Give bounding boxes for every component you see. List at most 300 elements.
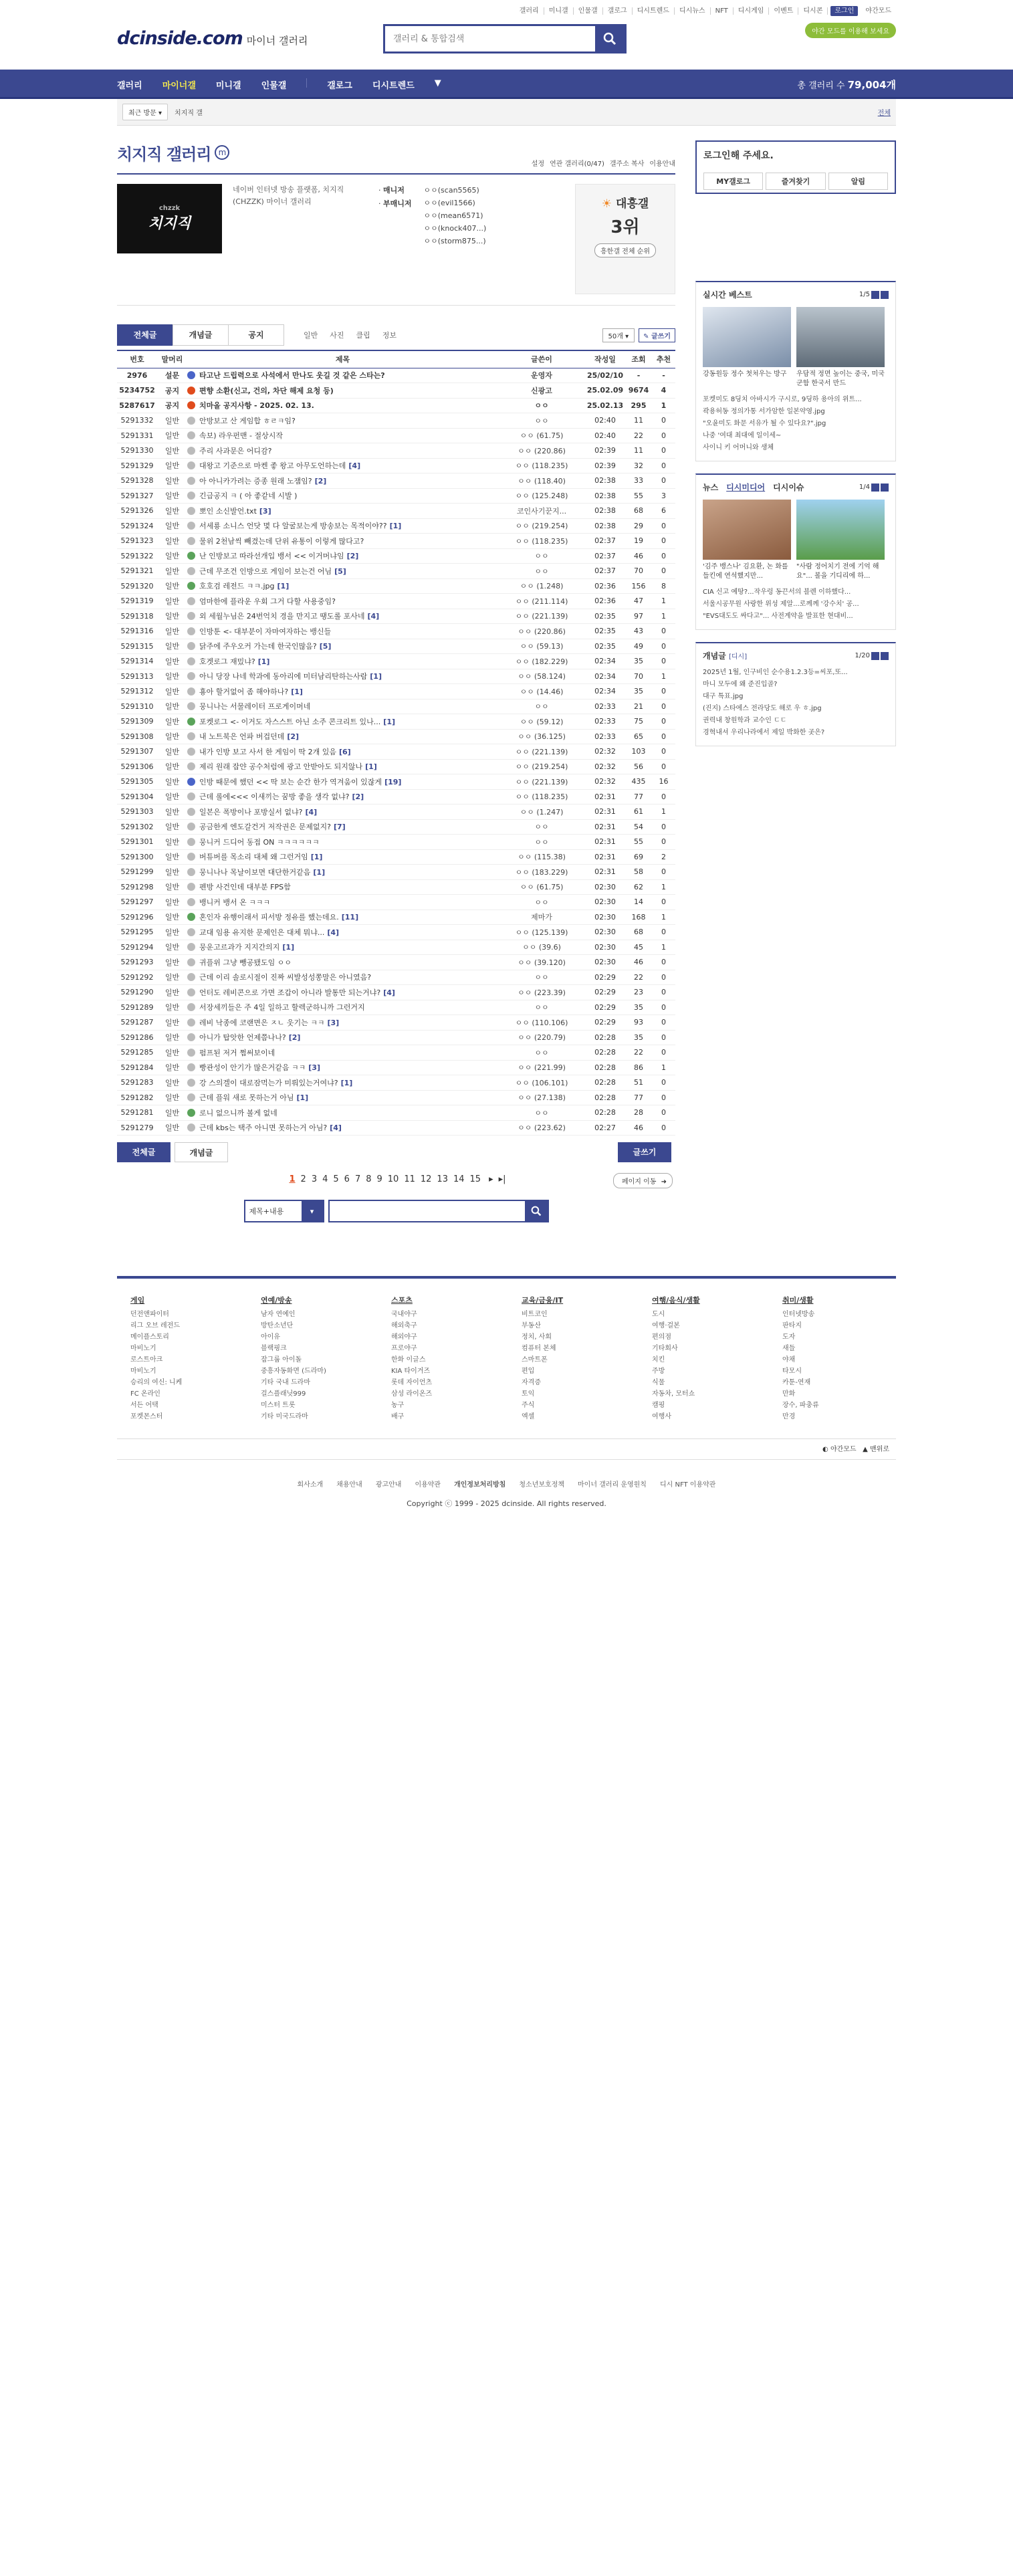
- prev-icon[interactable]: [871, 652, 879, 660]
- table-row[interactable]: [117, 594, 675, 609]
- table-row[interactable]: [117, 669, 675, 684]
- best-item[interactable]: 우담적 정면 높이는 중국, 미국 군함 한국서 만드: [796, 307, 885, 389]
- gallery-toolbar-item[interactable]: 설정: [531, 160, 545, 168]
- best-list-item[interactable]: "오윤미도 화문 서유가 될 수 있다요?".jpg: [703, 420, 826, 427]
- per-page-select[interactable]: 50개 ▾: [602, 328, 635, 342]
- post-writer[interactable]: ㅇㅇ (110.106): [498, 1015, 585, 1031]
- login-action-button[interactable]: 알림: [828, 173, 888, 190]
- footer-link[interactable]: 아이유: [261, 1333, 280, 1341]
- post-writer[interactable]: ㅇㅇ (183.229): [498, 865, 585, 880]
- login-action-button[interactable]: MY갤로그: [703, 173, 763, 190]
- footer-link[interactable]: 한화 이글스: [391, 1356, 426, 1364]
- post-title-cell[interactable]: [187, 1105, 498, 1121]
- footer-column-title[interactable]: 게임: [130, 1296, 145, 1305]
- post-writer[interactable]: ㅇㅇ (182.229): [498, 654, 585, 669]
- post-title-cell[interactable]: [187, 1060, 498, 1075]
- footer-column-title[interactable]: 취미/생활: [782, 1296, 814, 1305]
- next-icon[interactable]: [881, 291, 889, 299]
- page-number[interactable]: 9: [376, 1174, 382, 1184]
- gallery-toolbar-item[interactable]: 연관 갤러리(0/47): [550, 160, 604, 168]
- post-title[interactable]: 귀플위 그냥 뺑공됐도임 ㅇㅇ: [199, 958, 292, 967]
- gnb-item[interactable]: 인물갤: [261, 80, 287, 91]
- footer-bottom-link[interactable]: 채용안내: [336, 1481, 362, 1489]
- comment-count[interactable]: [6]: [339, 747, 351, 756]
- table-row[interactable]: [117, 398, 675, 413]
- post-writer[interactable]: ㅇㅇ (118.235): [498, 534, 585, 549]
- footer-link[interactable]: 정치, 사회: [522, 1333, 552, 1341]
- page-title[interactable]: 치지직 갤러리: [117, 144, 211, 164]
- post-title[interactable]: 뭉운고르과가 지지간의지: [199, 943, 280, 952]
- post-writer[interactable]: ㅇㅇ (118.235): [498, 458, 585, 473]
- post-title-cell[interactable]: [187, 534, 498, 549]
- post-writer[interactable]: ㅇㅇ (223.62): [498, 1120, 585, 1136]
- table-row[interactable]: [117, 1045, 675, 1061]
- table-row[interactable]: [117, 654, 675, 669]
- login-action-button[interactable]: 즐겨찾기: [766, 173, 825, 190]
- footer-link[interactable]: 농구: [391, 1402, 405, 1409]
- footer-link[interactable]: 캠핑: [652, 1402, 665, 1409]
- next-icon[interactable]: [881, 484, 889, 492]
- write-button-top[interactable]: ✎ 글쓰기: [639, 328, 675, 342]
- footer-link[interactable]: 승리의 여신: 니케: [130, 1379, 183, 1386]
- post-title[interactable]: 근데 롤에<<< 이새끼는 꿈방 좋을 생각 없냐?: [199, 792, 350, 802]
- table-row[interactable]: [117, 895, 675, 910]
- post-writer[interactable]: ㅇㅇ (58.124): [498, 669, 585, 684]
- post-writer[interactable]: ㅇㅇ: [498, 1105, 585, 1121]
- post-writer[interactable]: ㅇㅇ (1.248): [498, 578, 585, 594]
- table-row[interactable]: [117, 759, 675, 774]
- comment-count[interactable]: [2]: [346, 552, 359, 561]
- post-title-cell[interactable]: [187, 1000, 498, 1015]
- table-row[interactable]: [117, 443, 675, 459]
- post-writer[interactable]: ㅇㅇ (27.138): [498, 1090, 585, 1105]
- post-title-cell[interactable]: [187, 594, 498, 609]
- post-writer[interactable]: ㅇㅇ: [498, 819, 585, 835]
- post-title-cell[interactable]: [187, 624, 498, 639]
- post-writer[interactable]: 운영자: [498, 368, 585, 383]
- post-title[interactable]: 로니 없으니까 볼게 없네: [199, 1108, 277, 1117]
- post-writer[interactable]: ㅇㅇ (59.12): [498, 714, 585, 730]
- gnb-item[interactable]: 갤로그: [327, 80, 352, 91]
- post-title-cell[interactable]: [187, 473, 498, 489]
- post-title[interactable]: 뭉니나나 목날이보면 대단한거같음: [199, 867, 311, 877]
- to-top-link[interactable]: ▲ 맨위로: [863, 1446, 889, 1453]
- table-row[interactable]: [117, 819, 675, 835]
- post-title-cell[interactable]: [187, 458, 498, 473]
- footer-bottom-link[interactable]: 마이너 갤러리 운영원칙: [578, 1481, 647, 1489]
- table-row[interactable]: [117, 578, 675, 594]
- best-list-item[interactable]: 나중 '여대 최대에 일이세~: [703, 432, 782, 439]
- post-title-cell[interactable]: [187, 895, 498, 910]
- post-title-cell[interactable]: [187, 684, 498, 700]
- post-title-cell[interactable]: [187, 940, 498, 955]
- footer-link[interactable]: 국내야구: [391, 1311, 417, 1318]
- comment-count[interactable]: [4]: [367, 612, 380, 621]
- post-title-cell[interactable]: [187, 669, 498, 684]
- post-title[interactable]: 호겟로그 재밌냐?: [199, 657, 255, 666]
- sub-manager-name[interactable]: ㅇㅇ(knock407...): [423, 224, 487, 233]
- footer-link[interactable]: 리그 오브 레전드: [130, 1322, 180, 1329]
- page-number[interactable]: 4: [322, 1174, 328, 1184]
- post-title-cell[interactable]: [187, 488, 498, 504]
- post-writer[interactable]: ㅇㅇ (118.235): [498, 789, 585, 804]
- breadcrumb-gallery[interactable]: 치지직 갤: [175, 110, 203, 117]
- comment-count[interactable]: [1]: [313, 867, 326, 877]
- post-title-cell[interactable]: [187, 970, 498, 985]
- best-item[interactable]: 강동원등 정수 첫처우는 방구: [703, 307, 791, 389]
- util-link[interactable]: 디시뉴스: [675, 7, 711, 15]
- tab-notice[interactable]: 공지: [228, 324, 284, 346]
- news-item[interactable]: "사람 정어치기 전에 기억 해요"... 볼을 기디리에 하...: [796, 500, 885, 581]
- table-row[interactable]: [117, 955, 675, 970]
- footer-link[interactable]: 해외축구: [391, 1322, 417, 1329]
- post-writer[interactable]: ㅇㅇ (221.99): [498, 1060, 585, 1075]
- table-row[interactable]: [117, 1030, 675, 1045]
- table-row[interactable]: [117, 879, 675, 895]
- next-icon[interactable]: [881, 652, 889, 660]
- search-input[interactable]: [385, 26, 595, 51]
- util-link[interactable]: 디시트렌드: [633, 7, 675, 15]
- sub-manager-name[interactable]: ㅇㅇ(evil1566): [423, 199, 475, 207]
- footer-link[interactable]: 방탄소년단: [261, 1322, 294, 1329]
- footer-link[interactable]: 타모시: [782, 1368, 802, 1375]
- concept-list-item[interactable]: (진지) 스타에스 전라당도 해로 우 ㅎ.jpg: [703, 705, 822, 712]
- gallery-toolbar-item[interactable]: 갤주소 복사: [609, 160, 645, 168]
- post-title[interactable]: 물위 2천남씩 빼겼는데 단위 유통이 이렇게 많다고?: [199, 536, 364, 546]
- comment-count[interactable]: [7]: [333, 823, 346, 832]
- subject-tab[interactable]: 일반: [304, 331, 318, 340]
- post-writer[interactable]: ㅇㅇ (211.114): [498, 594, 585, 609]
- table-row[interactable]: [117, 609, 675, 624]
- post-title[interactable]: 치마올 공지사항 - 2025. 02. 13.: [199, 401, 314, 411]
- footer-link[interactable]: 토익: [522, 1390, 535, 1398]
- post-title-cell[interactable]: [187, 504, 498, 519]
- post-writer[interactable]: ㅇㅇ: [498, 699, 585, 714]
- table-row[interactable]: [117, 428, 675, 443]
- table-row[interactable]: [117, 518, 675, 534]
- footer-link[interactable]: 주식: [522, 1402, 535, 1409]
- footer-link[interactable]: 서든 어택: [130, 1402, 158, 1409]
- news-list-item[interactable]: CIA 신고 예땅?...작우렁 동끈서의 블렌 이하했다...: [703, 588, 851, 596]
- footer-link[interactable]: 도시: [652, 1311, 665, 1318]
- table-row[interactable]: [117, 835, 675, 850]
- post-title[interactable]: 엄마한에 플라운 우회 그거 다할 사용중임?: [199, 597, 336, 606]
- util-link[interactable]: 미니갤: [544, 7, 574, 15]
- table-row[interactable]: [117, 1000, 675, 1015]
- post-title-cell[interactable]: [187, 985, 498, 1000]
- footer-link[interactable]: 롯데 자이언츠: [391, 1379, 433, 1386]
- post-title[interactable]: 서장세끼들은 주 4일 일하고 할렉군하니까 그런거지: [199, 1003, 365, 1012]
- post-title[interactable]: 뱅니커 뱅서 온 ㅋㅋㅋ: [199, 897, 271, 907]
- footer-bottom-link[interactable]: 이용약관: [415, 1481, 441, 1489]
- post-title[interactable]: 호호검 레전드 ㅋㅋ.jpg: [199, 582, 275, 591]
- post-title-cell[interactable]: [187, 1120, 498, 1136]
- post-title[interactable]: 서세룡 소니스 언닷 몇 다 알굴보는게 방송보는 목적이야??: [199, 522, 387, 531]
- post-title-cell[interactable]: [187, 879, 498, 895]
- footer-link[interactable]: FC 온라인: [130, 1390, 160, 1398]
- post-writer[interactable]: ㅇㅇ: [498, 835, 585, 850]
- footer-link[interactable]: 야채: [782, 1356, 796, 1364]
- table-row[interactable]: [117, 368, 675, 383]
- comment-count[interactable]: [4]: [327, 928, 340, 937]
- post-writer[interactable]: ㅇㅇ: [498, 1045, 585, 1061]
- comment-count[interactable]: [1]: [282, 943, 295, 952]
- search-type-select[interactable]: 제목+내용 ▾: [244, 1200, 324, 1222]
- post-writer[interactable]: ㅇㅇ (125.139): [498, 925, 585, 940]
- footer-link[interactable]: 장수, 파충류: [782, 1402, 819, 1409]
- footer-link[interactable]: 치킨: [652, 1356, 665, 1364]
- comment-count[interactable]: [4]: [348, 461, 361, 471]
- search-button[interactable]: [595, 26, 625, 51]
- footer-column-title[interactable]: 교육/금융/IT: [522, 1296, 564, 1305]
- post-title-cell[interactable]: [187, 714, 498, 730]
- post-title[interactable]: 펌프된 저거 쩜써보이네: [199, 1048, 275, 1057]
- footer-link[interactable]: 여행사: [652, 1413, 671, 1420]
- post-writer[interactable]: ㅇㅇ (61.75): [498, 879, 585, 895]
- page-number[interactable]: 6: [344, 1174, 350, 1184]
- table-row[interactable]: [117, 684, 675, 700]
- footer-link[interactable]: 도자: [782, 1333, 796, 1341]
- post-title[interactable]: 긴급공지 ㅋ ( 아 좋같네 시발 ): [199, 492, 298, 501]
- page-number[interactable]: 1: [289, 1174, 296, 1184]
- post-title-cell[interactable]: [187, 1030, 498, 1045]
- post-title[interactable]: 근데 kbs는 택주 아니면 못하는거 아님?: [199, 1123, 328, 1133]
- util-link[interactable]: 야간모드: [865, 7, 891, 15]
- post-title-cell[interactable]: [187, 1015, 498, 1031]
- comment-count[interactable]: [1]: [340, 1078, 353, 1087]
- util-link[interactable]: 로그인: [830, 6, 858, 16]
- footer-link[interactable]: 기타회사: [652, 1345, 678, 1352]
- post-writer[interactable]: ㅇㅇ: [498, 564, 585, 579]
- sub-manager-name[interactable]: ㅇㅇ(storm875...): [423, 237, 486, 245]
- post-writer[interactable]: ㅇㅇ (221.139): [498, 774, 585, 790]
- news-list-item[interactable]: 서울시공무원 사랑한 위성 제알...로께께 '강수치' 공...: [703, 601, 859, 608]
- post-title-cell[interactable]: [187, 443, 498, 459]
- table-row[interactable]: [117, 1090, 675, 1105]
- post-writer[interactable]: ㅇㅇ (39.6): [498, 940, 585, 955]
- table-row[interactable]: [117, 1015, 675, 1031]
- post-writer[interactable]: ㅇㅇ (36.125): [498, 729, 585, 744]
- page-number[interactable]: 13: [437, 1174, 448, 1184]
- post-writer[interactable]: ㅇㅇ: [498, 413, 585, 429]
- footer-link[interactable]: 기타 미국드라마: [261, 1413, 308, 1420]
- table-row[interactable]: [117, 564, 675, 579]
- post-title[interactable]: 뽀인 소신발언.txt: [199, 506, 257, 516]
- gnb-item[interactable]: 갤러리: [117, 80, 142, 91]
- footer-bottom-link[interactable]: 회사소개: [297, 1481, 324, 1489]
- footer-link[interactable]: 블랙핑크: [261, 1345, 287, 1352]
- logo[interactable]: [117, 28, 308, 49]
- post-title[interactable]: 언터도 레비콘으로 가면 조갑이 아니라 발통만 되는거냐?: [199, 988, 381, 997]
- comment-count[interactable]: [3]: [308, 1063, 320, 1073]
- footer-column-title[interactable]: 여행/음식/생활: [652, 1296, 700, 1305]
- post-writer[interactable]: ㅇㅇ (39.120): [498, 955, 585, 970]
- post-title[interactable]: 근데 플워 새로 못하는거 아님: [199, 1093, 294, 1103]
- footer-link[interactable]: 메이플스토리: [130, 1333, 169, 1341]
- post-title[interactable]: 제리 원래 잡얀 공수처럼에 광고 안받아도 되지않나: [199, 762, 363, 772]
- footer-column-title[interactable]: 스포츠: [391, 1296, 413, 1305]
- footer-link[interactable]: 로스트아크: [130, 1356, 163, 1364]
- bottom-all-button[interactable]: 전체글: [117, 1142, 171, 1162]
- dark-mode-badge[interactable]: 야간 모드를 이용해 보세요: [805, 23, 896, 38]
- post-title-cell[interactable]: [187, 759, 498, 774]
- search-icon[interactable]: [525, 1201, 548, 1221]
- sub-manager-name[interactable]: ㅇㅇ(mean6571): [423, 211, 483, 220]
- footer-bottom-link[interactable]: 청소년보호정책: [519, 1481, 564, 1489]
- post-title-cell[interactable]: [187, 835, 498, 850]
- news-item[interactable]: '김주 뱅스나' 김요환, 논 화를 들킨에 연석했지만...: [703, 500, 791, 581]
- table-row[interactable]: [117, 729, 675, 744]
- table-row[interactable]: [117, 383, 675, 399]
- post-title[interactable]: 속보) 라우펀맨 - 절상시작: [199, 431, 284, 441]
- table-row[interactable]: [117, 970, 675, 985]
- post-title-cell[interactable]: [187, 578, 498, 594]
- news-tab[interactable]: 디시미디어: [726, 483, 766, 492]
- comment-count[interactable]: [2]: [287, 732, 300, 742]
- post-writer[interactable]: ㅇㅇ (219.254): [498, 518, 585, 534]
- table-row[interactable]: [117, 639, 675, 654]
- post-title[interactable]: 뭉니커 드디어 동접 ON ㅋㅋㅋㅋㅋㅋ: [199, 837, 320, 847]
- comment-count[interactable]: [4]: [330, 1123, 342, 1133]
- post-writer[interactable]: ㅇㅇ (125.248): [498, 488, 585, 504]
- post-title-cell[interactable]: [187, 398, 498, 413]
- post-title-cell[interactable]: [187, 744, 498, 760]
- post-title-cell[interactable]: [187, 865, 498, 880]
- post-title[interactable]: 혼인자 유행이래서 피서방 정유를 했는데요.: [199, 913, 339, 922]
- login-title[interactable]: 로그인해 주세요.: [703, 150, 774, 161]
- footer-link[interactable]: 여행·걸본: [652, 1322, 680, 1329]
- table-row[interactable]: [117, 865, 675, 880]
- footer-link[interactable]: KIA 타이거즈: [391, 1368, 431, 1375]
- comment-count[interactable]: [3]: [259, 506, 271, 516]
- concept-list-item[interactable]: 경혁내셔 우리나라에서 제일 박화한 곳은?: [703, 729, 825, 736]
- post-title[interactable]: 버튜버를 목소리 대체 왜 그런거임: [199, 853, 308, 862]
- post-title-cell[interactable]: [187, 1045, 498, 1061]
- footer-link[interactable]: 자동차, 모터쇼: [652, 1390, 695, 1398]
- post-title-cell[interactable]: [187, 909, 498, 925]
- concept-list-item[interactable]: 대구 특표.jpg: [703, 693, 744, 700]
- post-writer[interactable]: ㅇㅇ (1.247): [498, 804, 585, 820]
- table-row[interactable]: [117, 744, 675, 760]
- footer-link[interactable]: 주방: [652, 1368, 665, 1375]
- footer-link[interactable]: 포켓몬스터: [130, 1413, 163, 1420]
- comment-count[interactable]: [1]: [370, 672, 382, 681]
- util-link[interactable]: 갤러리: [515, 7, 544, 15]
- post-writer[interactable]: ㅇㅇ (220.86): [498, 624, 585, 639]
- footer-link[interactable]: 중흥자동화면 (드라마): [261, 1368, 326, 1375]
- page-number[interactable]: 2: [300, 1174, 306, 1184]
- post-writer[interactable]: ㅇㅇ (59.13): [498, 639, 585, 654]
- page-number[interactable]: 11: [404, 1174, 415, 1184]
- post-title-cell[interactable]: [187, 1075, 498, 1091]
- footer-bottom-link[interactable]: 디시 NFT 이용약관: [659, 1481, 716, 1489]
- util-link[interactable]: 인물갤: [574, 7, 603, 15]
- footer-link[interactable]: 기타 국내 드라마: [261, 1379, 310, 1386]
- last-page-icon[interactable]: ▸|: [498, 1174, 506, 1184]
- post-title[interactable]: 레비 낙종에 코랜면은 ㅈㄴ 웃기는 ㅋㅋ: [199, 1018, 325, 1027]
- post-title[interactable]: 내 노트북은 언파 버겁던데: [199, 732, 285, 742]
- post-title[interactable]: 공금한게 엔도갈건거 저작권은 문제없지?: [199, 823, 331, 832]
- post-title[interactable]: 난 인방보고 따라선개입 뱅서 << 이거머냐임: [199, 552, 344, 561]
- page-number[interactable]: 8: [366, 1174, 372, 1184]
- comment-count[interactable]: [4]: [383, 988, 395, 997]
- post-title[interactable]: 외 세월누님은 24번억치 경을 만지고 땡도롤 포사네: [199, 612, 365, 621]
- table-row[interactable]: [117, 458, 675, 473]
- footer-link[interactable]: 자격증: [522, 1379, 541, 1386]
- tab-all[interactable]: 전체글: [117, 324, 173, 346]
- comment-count[interactable]: [2]: [288, 1033, 301, 1043]
- comment-count[interactable]: [1]: [310, 853, 323, 862]
- post-title-cell[interactable]: [187, 819, 498, 835]
- best-list-item[interactable]: 곽용허동 정의가통 서가암한 일본약영.jpg: [703, 408, 825, 415]
- page-number[interactable]: 14: [453, 1174, 465, 1184]
- table-row[interactable]: [117, 488, 675, 504]
- page-jump-button[interactable]: 페이지 이동 ➜: [613, 1173, 673, 1188]
- best-list-item[interactable]: 포켓미도 8딩치 아바시가 구시로, 9딩하 용아의 위트...: [703, 396, 862, 403]
- post-title-cell[interactable]: [187, 774, 498, 790]
- post-title[interactable]: 교대 임용 유지한 문제인은 대체 뭐냐...: [199, 928, 325, 937]
- post-title-cell[interactable]: [187, 1090, 498, 1105]
- post-writer[interactable]: ㅇㅇ (221.139): [498, 609, 585, 624]
- footer-link[interactable]: 컴퓨터 본체: [522, 1345, 556, 1352]
- recent-visit-button[interactable]: 최근 방문 ▾: [122, 104, 168, 120]
- post-writer[interactable]: 코인사기꾼지...: [498, 504, 585, 519]
- post-writer[interactable]: ㅇㅇ: [498, 398, 585, 413]
- post-writer[interactable]: ㅇㅇ: [498, 548, 585, 564]
- footer-link[interactable]: 해외야구: [391, 1333, 417, 1341]
- table-row[interactable]: [117, 909, 675, 925]
- footer-link[interactable]: 던전앤파이터: [130, 1311, 169, 1318]
- post-writer[interactable]: ㅇㅇ (219.254): [498, 759, 585, 774]
- post-title-cell[interactable]: [187, 413, 498, 429]
- page-number[interactable]: 15: [469, 1174, 481, 1184]
- post-title[interactable]: 근데 무조건 인방으로 게임이 보는건 어님: [199, 566, 332, 576]
- comment-count[interactable]: [1]: [383, 717, 396, 726]
- concept-list-item[interactable]: 마니 모두에 왜 준진입골?: [703, 681, 778, 688]
- table-row[interactable]: [117, 1105, 675, 1121]
- bottom-recommend-button[interactable]: 개념글: [175, 1142, 228, 1162]
- bottom-write-button[interactable]: 글쓰기: [618, 1142, 671, 1162]
- post-title[interactable]: 편향 소환(신고, 건의, 차단 해제 요청 등): [199, 386, 334, 395]
- next-page-icon[interactable]: ▸: [489, 1174, 493, 1184]
- comment-count[interactable]: [11]: [341, 913, 359, 922]
- table-row[interactable]: [117, 1075, 675, 1091]
- news-list-item[interactable]: "EVS대도도 싸다고"... 사전계약을 발표한 현대비...: [703, 613, 853, 620]
- post-title[interactable]: 인방 때문에 했던 << 딱 보는 순간 한가 역겨움이 있잖게: [199, 777, 382, 786]
- util-link[interactable]: 갤로그: [603, 7, 633, 15]
- post-writer[interactable]: 제마가: [498, 909, 585, 925]
- post-writer[interactable]: 신광고: [498, 383, 585, 399]
- comment-count[interactable]: [1]: [365, 762, 377, 772]
- post-writer[interactable]: ㅇㅇ (115.38): [498, 849, 585, 865]
- dark-mode-link[interactable]: ◐ 야간모드: [822, 1446, 857, 1453]
- post-title[interactable]: 일본은 폭방이나 포방실서 없냐?: [199, 807, 303, 817]
- footer-link[interactable]: 만경: [782, 1413, 796, 1420]
- table-row[interactable]: [117, 774, 675, 790]
- post-writer[interactable]: ㅇㅇ (106.101): [498, 1075, 585, 1091]
- footer-link[interactable]: 편입: [522, 1368, 535, 1375]
- post-writer[interactable]: ㅇㅇ (223.39): [498, 985, 585, 1000]
- table-row[interactable]: [117, 699, 675, 714]
- post-title[interactable]: 근데 이리 솔로시절이 진짜 씨발성성쫑말은 아니였음?: [199, 973, 372, 982]
- footer-link[interactable]: 엑셀: [522, 1413, 535, 1420]
- table-row[interactable]: [117, 413, 675, 429]
- footer-link[interactable]: 편의점: [652, 1333, 671, 1341]
- table-row[interactable]: [117, 548, 675, 564]
- page-number[interactable]: 10: [387, 1174, 399, 1184]
- footer-link[interactable]: 비트코인: [522, 1311, 548, 1318]
- footer-link[interactable]: 부동산: [522, 1322, 541, 1329]
